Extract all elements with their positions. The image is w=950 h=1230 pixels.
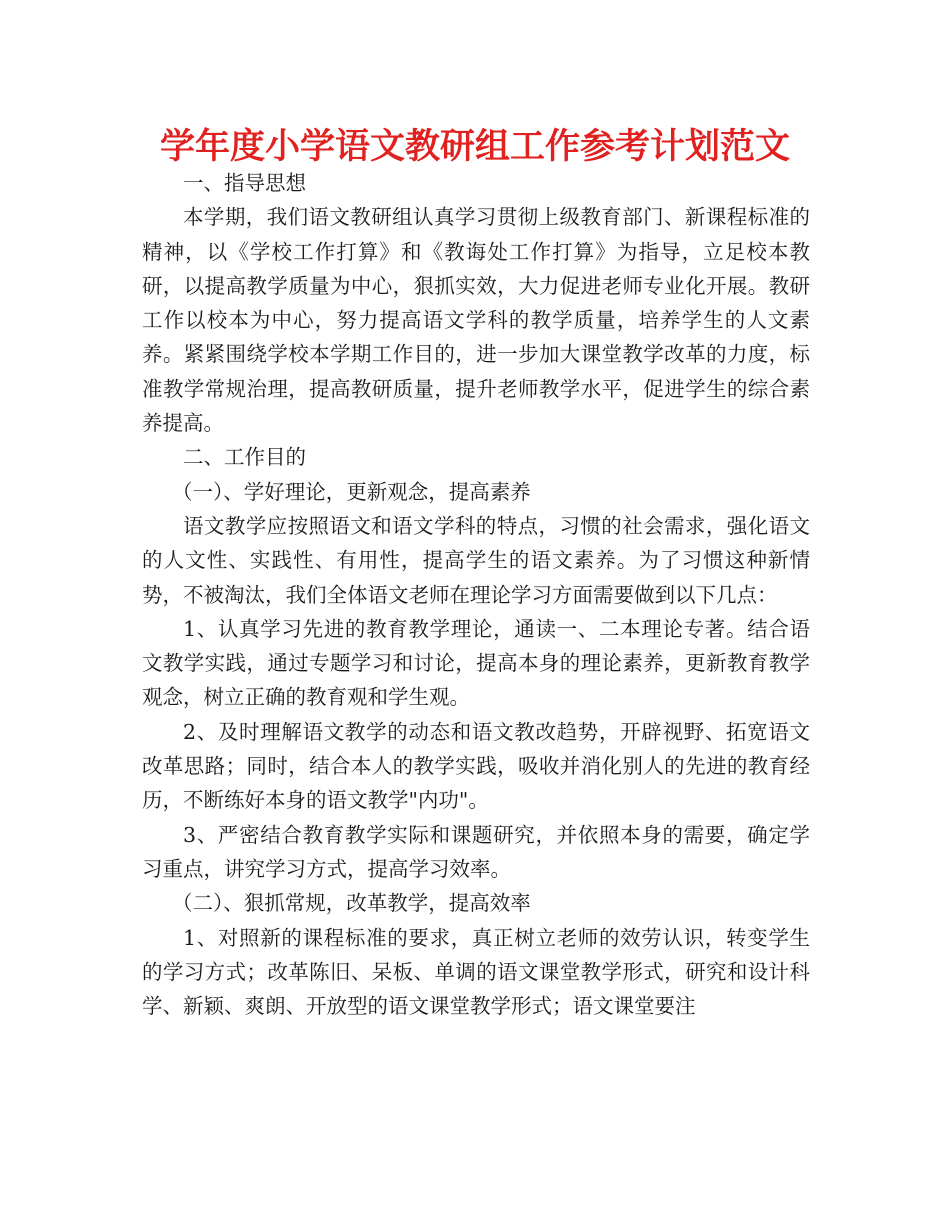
paragraph: 本学期，我们语文教研组认真学习贯彻上级教育部门、新课程标准的精神，以《学校工作打算》和《教诲处工作打算》为指导，立足校本教研，以提高教学质量为中心，狠抓实效，大力促进老师专业化开展。教研工作以校本为中心，努力提高语文学科的教学质量，培养学生的人文素养。紧紧围绕学校本学期工作目的，进一步加大课堂教学改革的力度，标准教学常规治理，提高教研质量，提升老师教学水平，促进学生的综合素养提高。 xyxy=(142,205,810,436)
section-heading-guiding-thought: 一、指导思想 xyxy=(183,171,306,195)
document-title: 学年度小学语文教研组工作参考计划范文 xyxy=(159,127,790,167)
subsection-heading-theory: （一）、学好理论，更新观念，提高素养 xyxy=(172,479,531,504)
list-item: 3、严密结合教育教学实际和课题研究，并依照本身的需要，确定学习重点，讲究学习方式，提高学习效率。 xyxy=(142,822,810,881)
document-body xyxy=(142,166,810,1023)
subsection-heading-routine: （二）、狠抓常规，改革教学，提高效率 xyxy=(172,891,531,916)
list-item: 2、及时理解语文教学的动态和语文教改趋势，开辟视野、拓宽语文改革思路；同时，结合本人的教学实践，吸收并消化别人的先进的教育经历，不断练好本身的语文教学"内功"。 xyxy=(142,719,810,813)
section-heading-work-goals: 二、工作目的 xyxy=(183,445,306,470)
paragraph: 语文教学应按照语文和语文学科的特点，习惯的社会需求，强化语文的人文性、实践性、有用性，提高学生的语文素养。为了习惯这种新情势，不被淘汰，我们全体语文老师在理论学习方面需要做到以下几点： xyxy=(142,513,810,607)
list-item: 1、对照新的课程标准的要求，真正树立老师的效劳认识，转变学生的学习方式；改革陈旧、呆板、单调的语文课堂教学形式，研究和设计科学、新颖、爽朗、开放型的语文课堂教学形式；语文课堂要注 xyxy=(142,925,810,1019)
list-item: 1、认真学习先进的教育教学理论，通读一、二本理论专著。结合语文教学实践，通过专题学习和讨论，提高本身的理论素养，更新教育教学观念，树立正确的教育观和学生观。 xyxy=(142,616,810,710)
